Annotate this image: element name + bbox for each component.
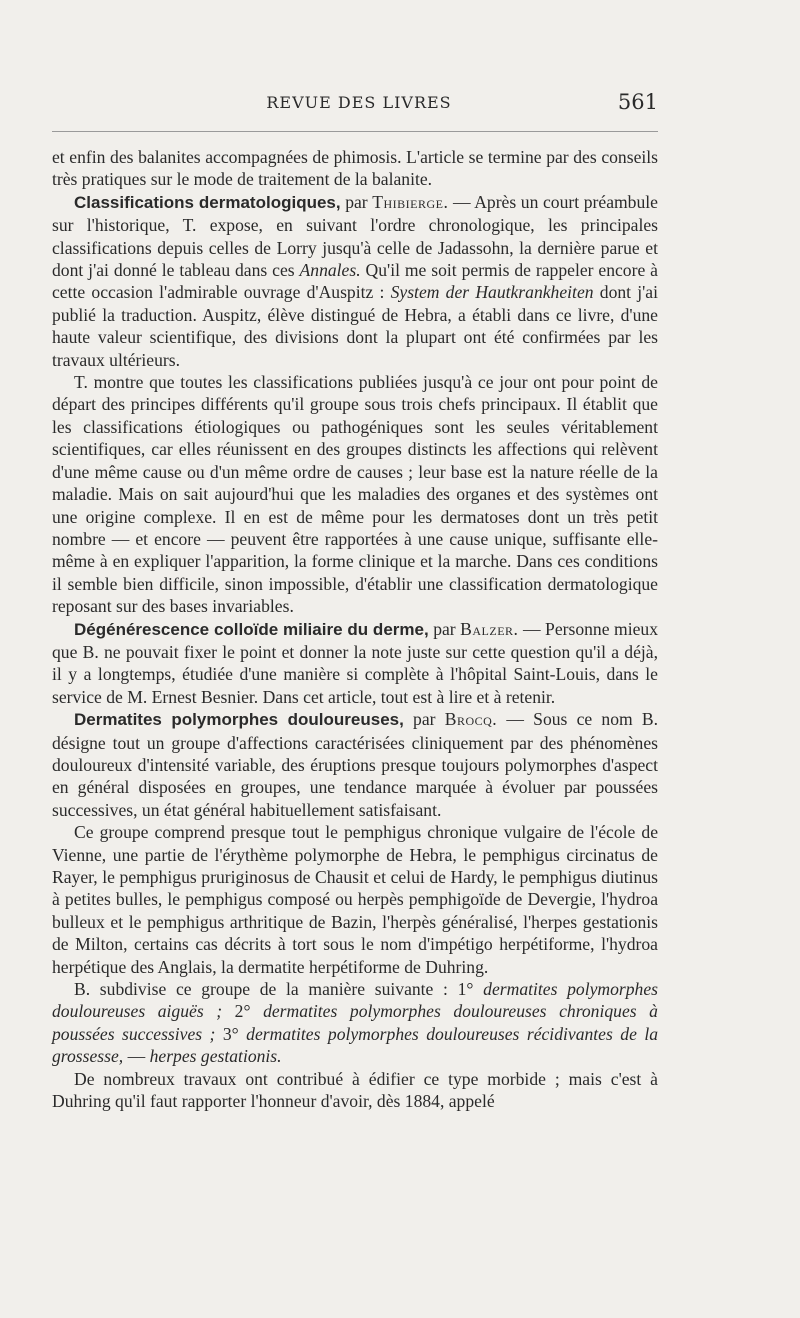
subdivision-item: dermatites polymorphes douloureuses chroniques à poussées successives ; <box>52 1001 658 1044</box>
section-dermatites <box>52 708 658 821</box>
subdivision-paragraph <box>52 978 658 1068</box>
author-name: Brocq. <box>444 709 498 730</box>
author-name: Thibierge. <box>372 191 449 212</box>
section-title: Dermatites polymorphes douloureuses, <box>74 710 404 730</box>
header-rule <box>52 131 658 132</box>
author-name: Balzer. <box>460 618 519 639</box>
paragraph: Ce groupe comprend presque tout le pemphigus chronique vulgaire de l'école de Vienne, une partie de l'érythème polymorphe de Hebra, le pemphigus circinatus de Rayer, le pemphigus pruriginosus de Chausit et celui de Hardy, le pemphigus diutinus à petites bulles, le pemphigus composé ou herpès pemphigoïde de Devergie, l'hydroa bulleux et le pemphigus arthritique de Bazin, l'herpès généralisé, l'herpes gestationis de Milton, certains cas décrits à tort sous le nom d'impétigo herpétiforme, l'hydroa herpétique des Anglais, la dermatite herpétiforme de Duhring. <box>52 822 658 977</box>
list-number: 1° <box>457 979 474 1000</box>
page-header <box>60 90 658 123</box>
paragraph-continuation: et enfin des balanites accompagnées de phimosis. L'article se termine par des conseils très pratiques sur le mode de traitement de la balanite. <box>52 147 658 190</box>
by-word: par <box>413 709 436 730</box>
subdivision-item: dermatites polymorphes douloureuses récidivantes de la grossesse, <box>52 1023 659 1067</box>
by-word: par <box>433 618 456 639</box>
running-title: REVUE DES LIVRES <box>266 93 452 112</box>
journal-title: Annales. <box>299 260 361 281</box>
section-title: Classifications dermatologiques, <box>74 192 341 212</box>
list-number: 3° <box>222 1023 239 1044</box>
paragraph: De nombreux travaux ont contribué à édifier ce type morbide ; mais c'est à Duhring qu'il faut rapporter l'honneur d'avoir, dès 1884, appelé <box>52 1068 658 1112</box>
section-title: Dégénérescence colloïde miliaire du derme, <box>74 619 429 639</box>
paragraph-text: dont j'ai publié la traduction. Auspitz, élève distingué de Hebra, a établi dans ce livre, d'une haute valeur scientifique, des divisions dont la plupart ont été confirmées par les travaux ultérieurs. <box>52 282 658 370</box>
subdivision-item: dermatites polymorphes douloureuses aiguës ; <box>52 979 658 1022</box>
list-number: 2° <box>234 1001 251 1022</box>
paragraph-text: — Personne mieux que B. ne pouvait fixer le point et donner la note juste sur cette question qu'il a déjà, il y a longtemps, étudiée d'une manière si complète à l'hôpital Saint-Louis, dans le service de M. Ernest Besnier. Dans cet article, tout est à lire et à retenir. <box>52 618 659 707</box>
dash: — <box>127 1046 146 1067</box>
page-number: 561 <box>617 90 658 114</box>
paragraph-text: — Après un court préambule sur l'historique, T. expose, en suivant l'ordre chronologique, les principales classifications depuis celles de Lorry jusqu'à celle de Jadassohn, la dernière parue et dont j'ai donné le tableau dans ces <box>52 191 658 281</box>
paragraph: T. montre que toutes les classifications publiées jusqu'à ce jour ont pour point de départ des principes différents qu'il groupe sous trois chefs principaux. Il établit que les classifications étiologiques ou pathogéniques sont les seules véritablement scientifiques, car elles réunissent en des groupes distincts les affections qui relèvent d'une même cause ou d'un même ordre de causes ; leur base est la nature réelle de la maladie. Mais on sait aujourd'hui que les maladies des organes et des systèmes ont une origine complexe. Il en est de même pour les dermatoses dont un très petit nombre — et encore — peuvent être rapportées à une cause unique, suffisante elle-même à en expliquer l'apparition, la forme clinique et la marche. Dans ces conditions il semble bien difficile, sinon impossible, d'établir une classification dermatologique reposant sur des bases invariables. <box>52 372 658 617</box>
by-word: par <box>345 191 368 212</box>
paragraph-text: B. subdivise ce groupe de la manière suivante : <box>74 979 448 1000</box>
subdivision-item: herpes gestationis. <box>149 1046 282 1067</box>
section-degenerescence <box>52 618 658 709</box>
paragraph-text: — Sous ce nom B. désigne tout un groupe d'affections caractérisées cliniquement par des phénomènes douloureux d'intensité variable, des éruptions presque toujours polymorphes d'aspect en général disposées en groupes, une tendance marquée à évoluer par poussées successives, un état général habituellement satisfaisant. <box>52 709 659 820</box>
paragraph-text: Qu'il me soit permis de rappeler encore à cette occasion l'admirable ouvrage d'Auspitz : <box>52 260 658 303</box>
book-title: System der Hautkrankheiten <box>390 282 594 303</box>
section-classifications <box>52 191 658 371</box>
body-text <box>52 146 658 1112</box>
